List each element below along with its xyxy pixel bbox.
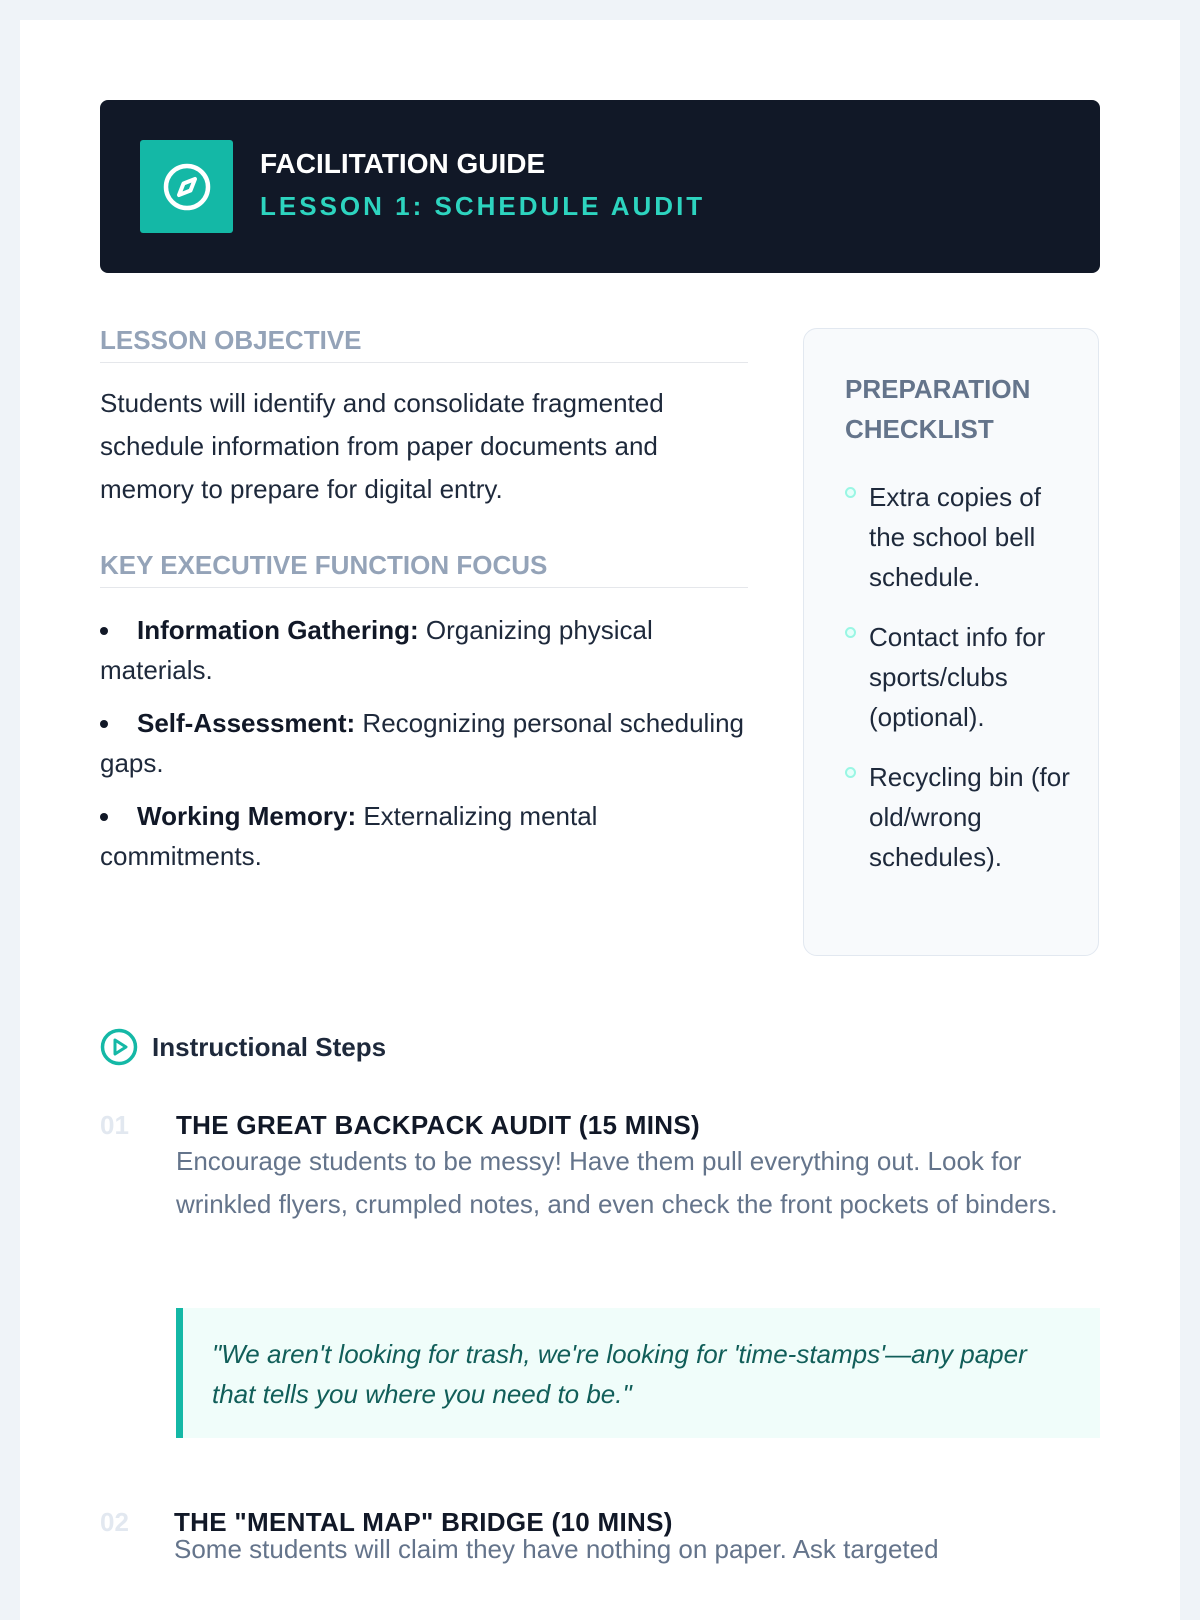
step-body: Some students will claim they have nothing on paper. Ask targeted — [174, 1534, 939, 1564]
objective-text: Students will identify and consolidate fragmented schedule information from paper documents and memory to prepare for digital entry. — [100, 388, 664, 504]
bullet-icon — [100, 720, 108, 728]
bullet-ring-icon — [845, 487, 856, 498]
focus-desc: Recognizing personal scheduling gaps. — [100, 708, 745, 778]
step-number: 02 — [100, 1507, 129, 1537]
bullet-icon — [100, 813, 108, 821]
focus-term: Self-Assessment: — [137, 708, 356, 738]
step-number: 01 — [100, 1110, 129, 1140]
checklist-item — [845, 757, 1075, 877]
lesson-header — [100, 100, 1100, 273]
focus-desc: Externalizing mental commitments. — [100, 801, 598, 871]
steps-heading — [100, 1028, 386, 1066]
focus-term: Working Memory: — [137, 801, 357, 831]
step-title: THE GREAT BACKPACK AUDIT (15 MINS) — [176, 1110, 700, 1140]
list-item — [100, 796, 750, 876]
logo-badge — [140, 140, 233, 233]
bullet-ring-icon — [845, 627, 856, 638]
step-body: Encourage students to be messy! Have them pull everything out. Look for wrinkled flyers, crumpled notes, and even check the front pockets of binders. — [176, 1146, 1058, 1219]
checklist-item — [845, 477, 1075, 597]
guide-title: FACILITATION GUIDE — [260, 148, 546, 179]
focus-list — [100, 610, 750, 889]
checklist-item-text: Recycling bin (for old/wrong schedules). — [869, 762, 1070, 872]
step-title: THE "MENTAL MAP" BRIDGE (10 MINS) — [174, 1507, 673, 1537]
steps-heading-text: Instructional Steps — [152, 1031, 387, 1062]
step-quote: "We aren't looking for trash, we're looking for 'time-stamps'—any paper that tells you where you need to be." — [176, 1308, 1100, 1438]
list-item — [100, 610, 750, 690]
preparation-checklist — [803, 328, 1099, 956]
checklist-item-text: Extra copies of the school bell schedule. — [869, 482, 1041, 592]
checklist-item — [845, 617, 1075, 737]
document-page — [20, 20, 1180, 1620]
list-item — [100, 703, 750, 783]
checklist-item-text: Contact info for sports/clubs (optional). — [869, 622, 1046, 732]
bullet-ring-icon — [845, 767, 856, 778]
focus-desc: Organizing physical materials. — [100, 615, 653, 685]
focus-term: Information Gathering: — [137, 615, 419, 645]
focus-heading: KEY EXECUTIVE FUNCTION FOCUS — [100, 550, 748, 588]
checklist-list — [845, 477, 1075, 897]
bullet-icon — [100, 627, 108, 635]
objective-heading: LESSON OBJECTIVE — [100, 325, 748, 363]
compass-icon — [161, 161, 213, 213]
checklist-title: PREPARATION CHECKLIST — [845, 374, 1031, 444]
play-circle-icon — [100, 1028, 138, 1066]
lesson-subtitle: LESSON 1: SCHEDULE AUDIT — [260, 191, 706, 221]
